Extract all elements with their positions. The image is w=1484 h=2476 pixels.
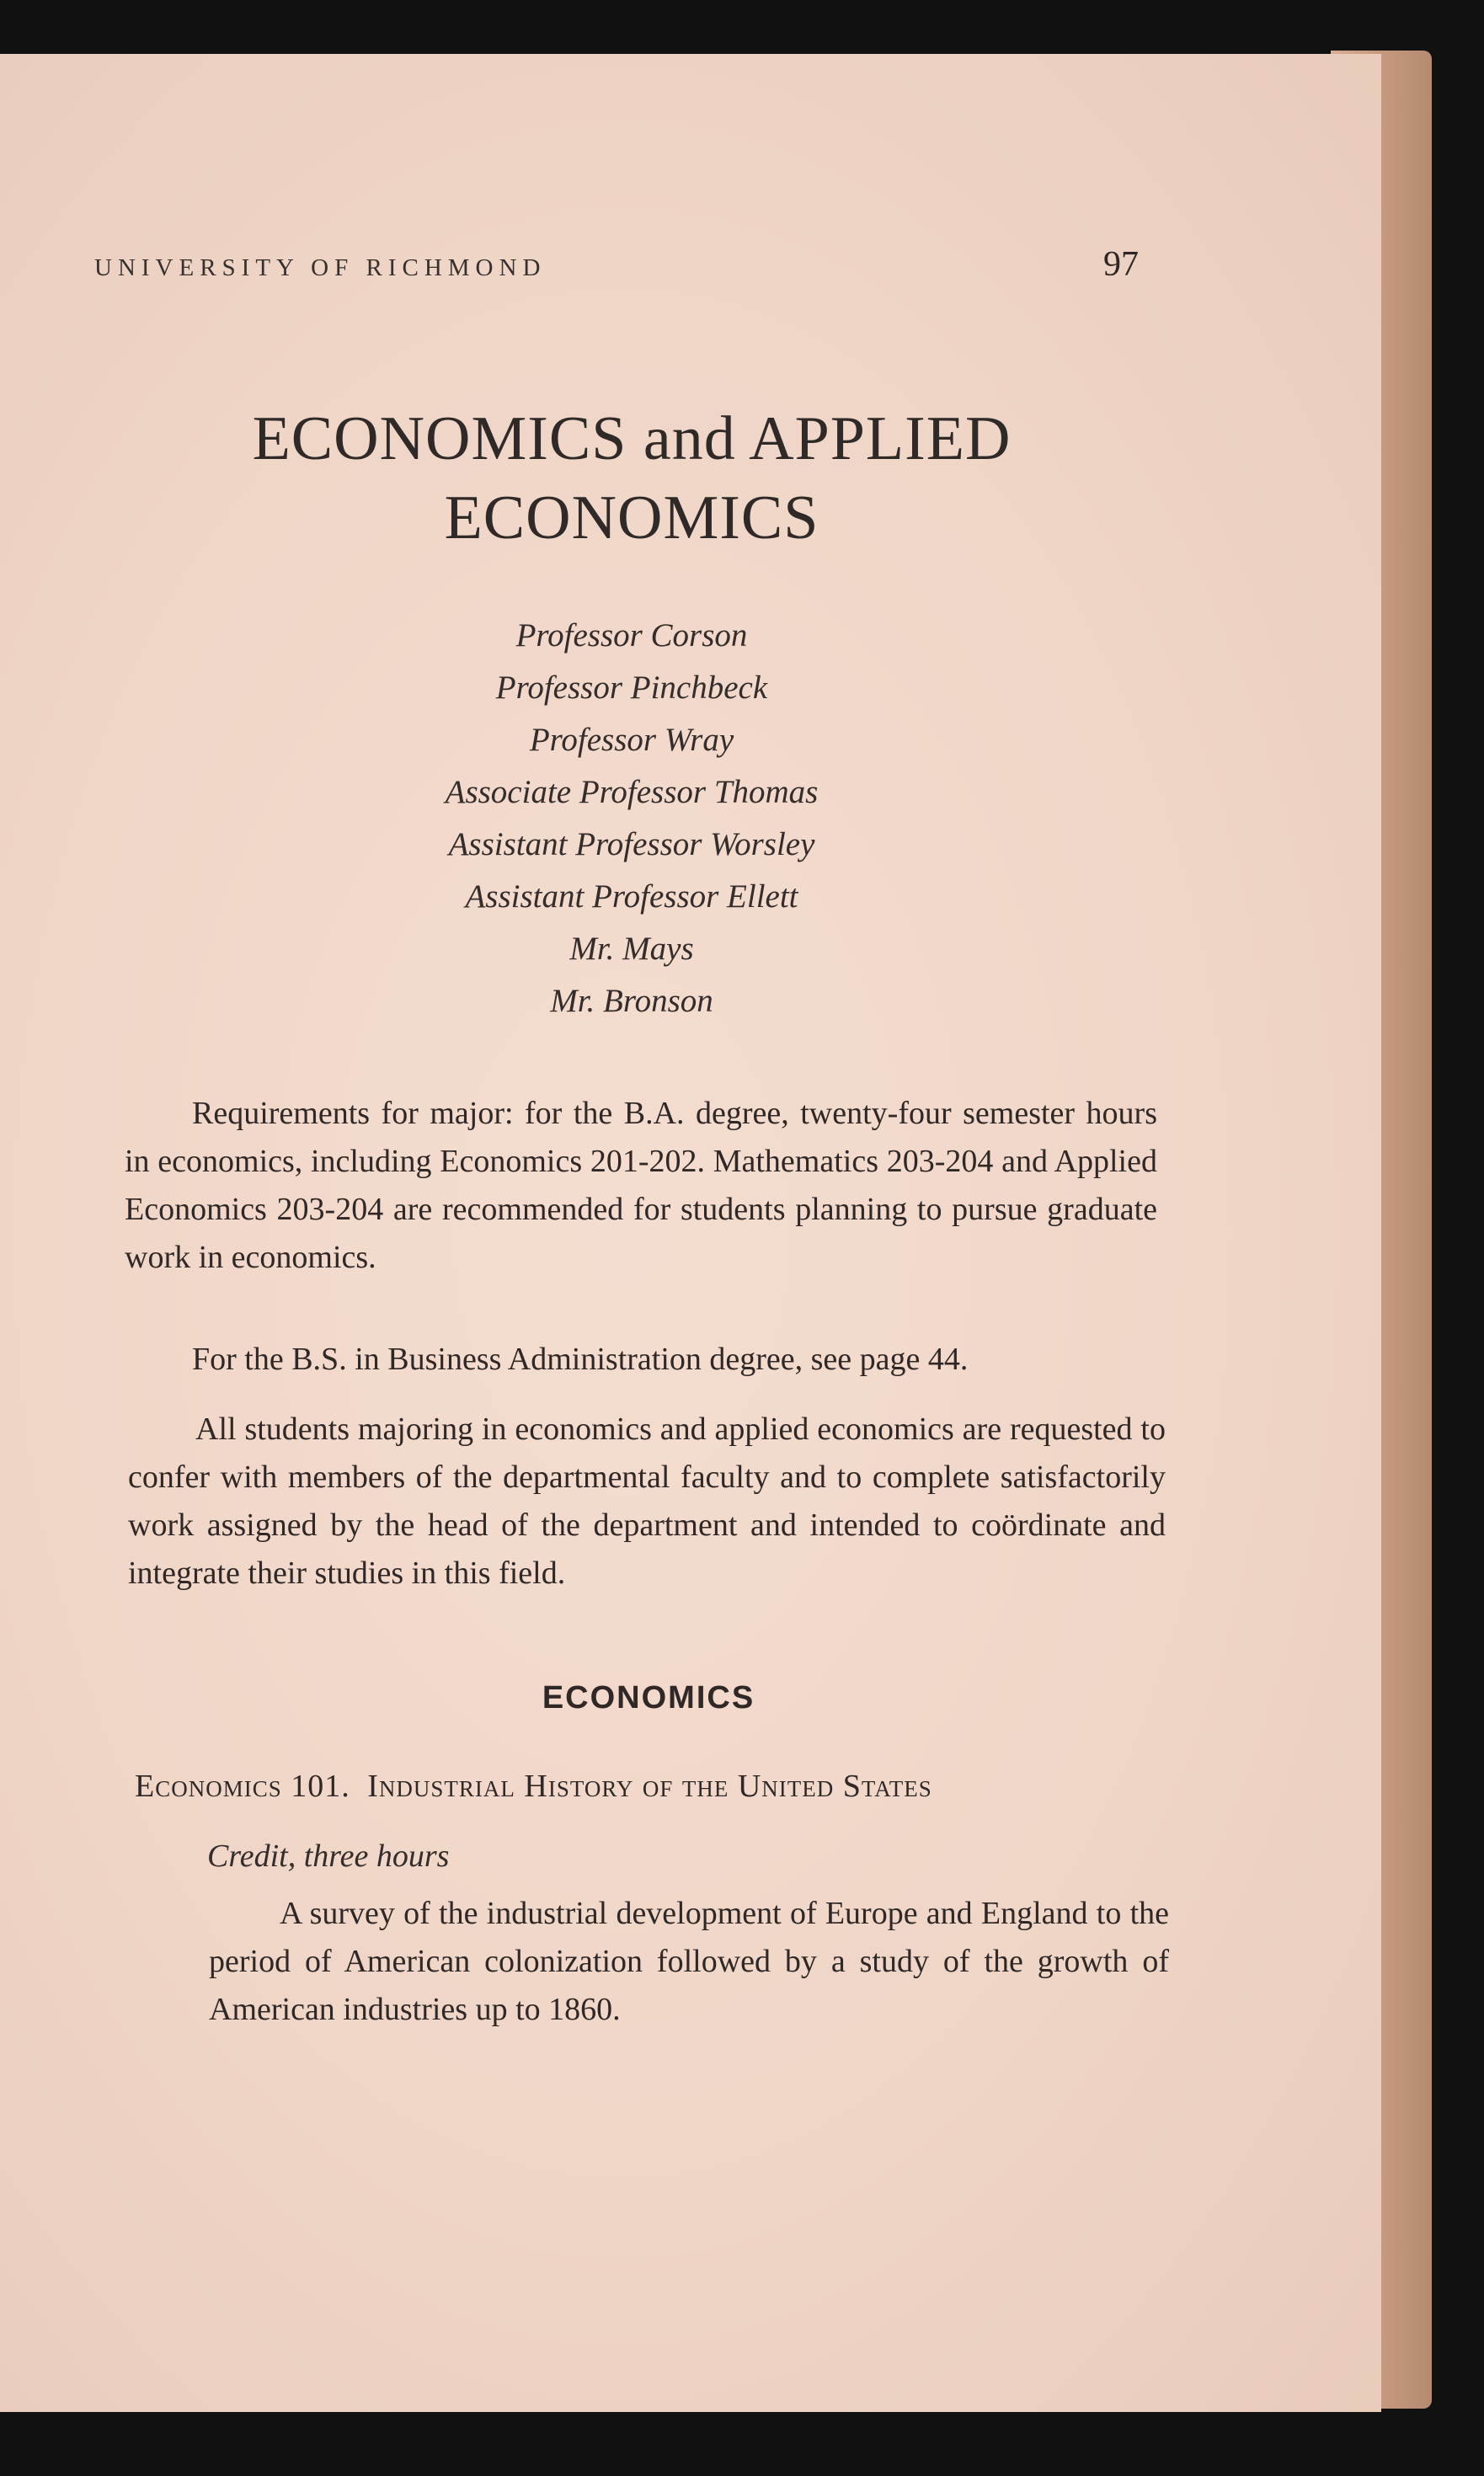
all-students-paragraph: All students majoring in economics and applied economics are requested to confer with members of the departmental faculty and to complete satisfactorily work assigned by the head of the department and intended to coördinate and integrate their studies in this field. — [128, 1411, 1166, 1591]
title-line-1: ECONOMICS and APPLIED — [252, 404, 1012, 473]
page-title — [168, 399, 1095, 558]
title-line-2: ECONOMICS — [444, 483, 819, 552]
section-heading: ECONOMICS — [542, 1680, 755, 1716]
faculty-member: Professor Pinchbeck — [495, 670, 768, 706]
course-title: Industrial History of the United States — [367, 1769, 932, 1804]
running-head: UNIVERSITY OF RICHMOND — [94, 254, 547, 281]
faculty-member: Assistant Professor Ellett — [465, 878, 798, 915]
course-description: A survey of the industrial development of Europe and England to the period of American colonization followed by a study of the growth of American industries up to 1860. — [209, 1896, 1169, 2027]
page-number: 97 — [1103, 245, 1139, 284]
course-code: Economics 101. — [135, 1769, 350, 1804]
faculty-member: Mr. Bronson — [550, 983, 713, 1019]
faculty-member: Associate Professor Thomas — [445, 774, 819, 810]
faculty-member: Assistant Professor Worsley — [448, 826, 815, 862]
faculty-member: Professor Corson — [515, 617, 748, 654]
business-degree-paragraph: For the B.S. in Business Administration degree, see page 44. — [192, 1342, 969, 1377]
faculty-member: Mr. Mays — [569, 931, 694, 967]
course-heading — [135, 1768, 1179, 1805]
faculty-list — [253, 610, 1011, 1027]
faculty-member: Professor Wray — [529, 722, 734, 758]
course-credit: Credit, three hours — [207, 1838, 450, 1874]
requirements-paragraph: Requirements for major: for the B.A. degree, twenty-four semester hours in economics, including Economics 201-202. Mathematics 203-204 and Applied Economics 203-204 are recommended for students planning to pursue graduate work in economics. — [125, 1096, 1157, 1275]
book-page — [0, 54, 1381, 2412]
